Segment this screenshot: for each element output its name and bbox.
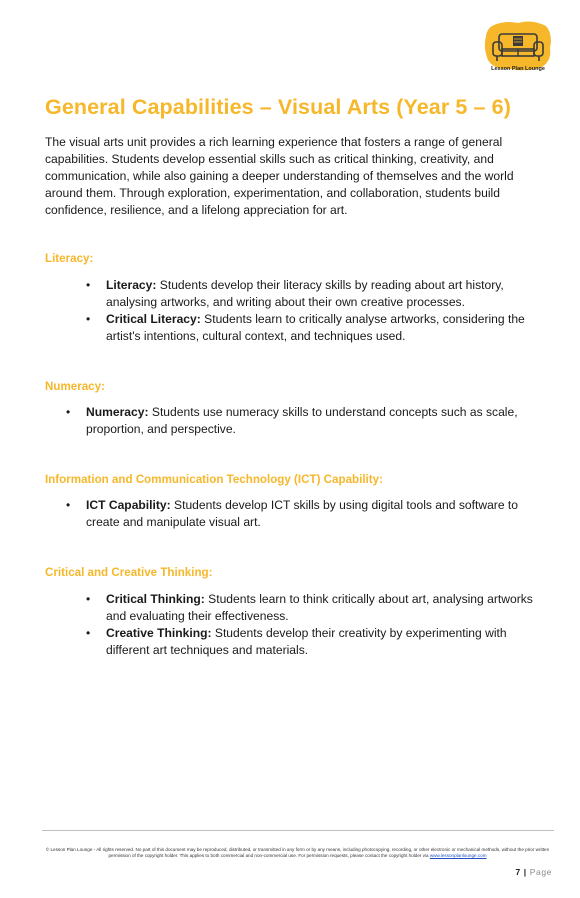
numeracy-list	[66, 404, 541, 438]
item-text: Students develop their creativity by experimenting with different art techniques and materials.	[106, 626, 507, 657]
page-number	[515, 867, 552, 877]
page-number-separator: |	[523, 867, 527, 877]
bullet-icon: •	[86, 626, 91, 640]
bullet-icon: •	[86, 592, 91, 606]
list-item	[86, 591, 551, 625]
item-term: ICT Capability:	[86, 498, 171, 512]
list-item	[86, 625, 551, 659]
item-text: Students learn to think critically about art, analysing artworks and evaluating their effectiveness.	[106, 592, 533, 623]
website-link[interactable]: www.lessonplanlounge.com	[429, 853, 487, 859]
footer-copyright	[45, 847, 550, 860]
copyright-text: © Lesson Plan Lounge - All rights reserved. No part of this document may be reproduced, distributed, or transmitted in any form or by any means, including photocopying, recording, or other electronic or mechanical methods, without the prior written permission of the copyright holder. This applies to both commercial and non-commercial use. For permission requests, please contact the copyright holder via	[45, 847, 550, 859]
list-item	[86, 277, 546, 311]
page-label: Page	[529, 867, 552, 877]
critical-creative-list	[86, 591, 551, 659]
list-item	[66, 497, 541, 531]
section-heading-critical-creative-thinking: Critical and Creative Thinking:	[45, 566, 213, 579]
literacy-list	[86, 277, 546, 345]
bullet-icon: •	[86, 278, 91, 292]
item-term: Literacy:	[106, 278, 157, 292]
bullet-icon: •	[66, 498, 71, 512]
list-item	[66, 404, 541, 438]
item-text: Students learn to critically analyse artworks, considering the artist's intentions, cultural context, and techniques used.	[106, 312, 525, 343]
page-title: General Capabilities – Visual Arts (Year 5 – 6)	[45, 95, 511, 119]
ict-list	[66, 497, 541, 531]
list-item	[86, 311, 546, 345]
section-heading-numeracy: Numeracy:	[45, 380, 105, 393]
intro-paragraph: The visual arts unit provides a rich learning experience that fosters a range of general capabilities. Students develop essential skills such as critical thinking, creativity, and communication, while also gaining a deeper understanding of themselves and the world around them. Through exploration, experimentation, and collaboration, students build confidence, resilience, and a lifelong appreciation for art.	[45, 135, 514, 217]
item-term: Critical Literacy:	[106, 312, 201, 326]
section-heading-ict: Information and Communication Technology (ICT) Capability:	[45, 473, 383, 486]
item-text: Students develop ICT skills by using digital tools and software to create and manipulate visual art.	[86, 498, 518, 529]
page-number-value: 7	[515, 867, 521, 877]
item-term: Critical Thinking:	[106, 592, 205, 606]
bullet-icon: •	[86, 312, 91, 326]
item-text: Students develop their literacy skills by reading about art history, analysing artworks, and writing about their own creative processes.	[106, 278, 504, 309]
footer-divider	[42, 830, 554, 831]
item-term: Numeracy:	[86, 405, 149, 419]
item-text: Students use numeracy skills to understand concepts such as scale, proportion, and perspective.	[86, 405, 518, 436]
bullet-icon: •	[66, 405, 71, 419]
item-term: Creative Thinking:	[106, 626, 212, 640]
logo-caption: Lesson Plan Lounge	[491, 66, 545, 72]
section-heading-literacy: Literacy:	[45, 252, 94, 265]
